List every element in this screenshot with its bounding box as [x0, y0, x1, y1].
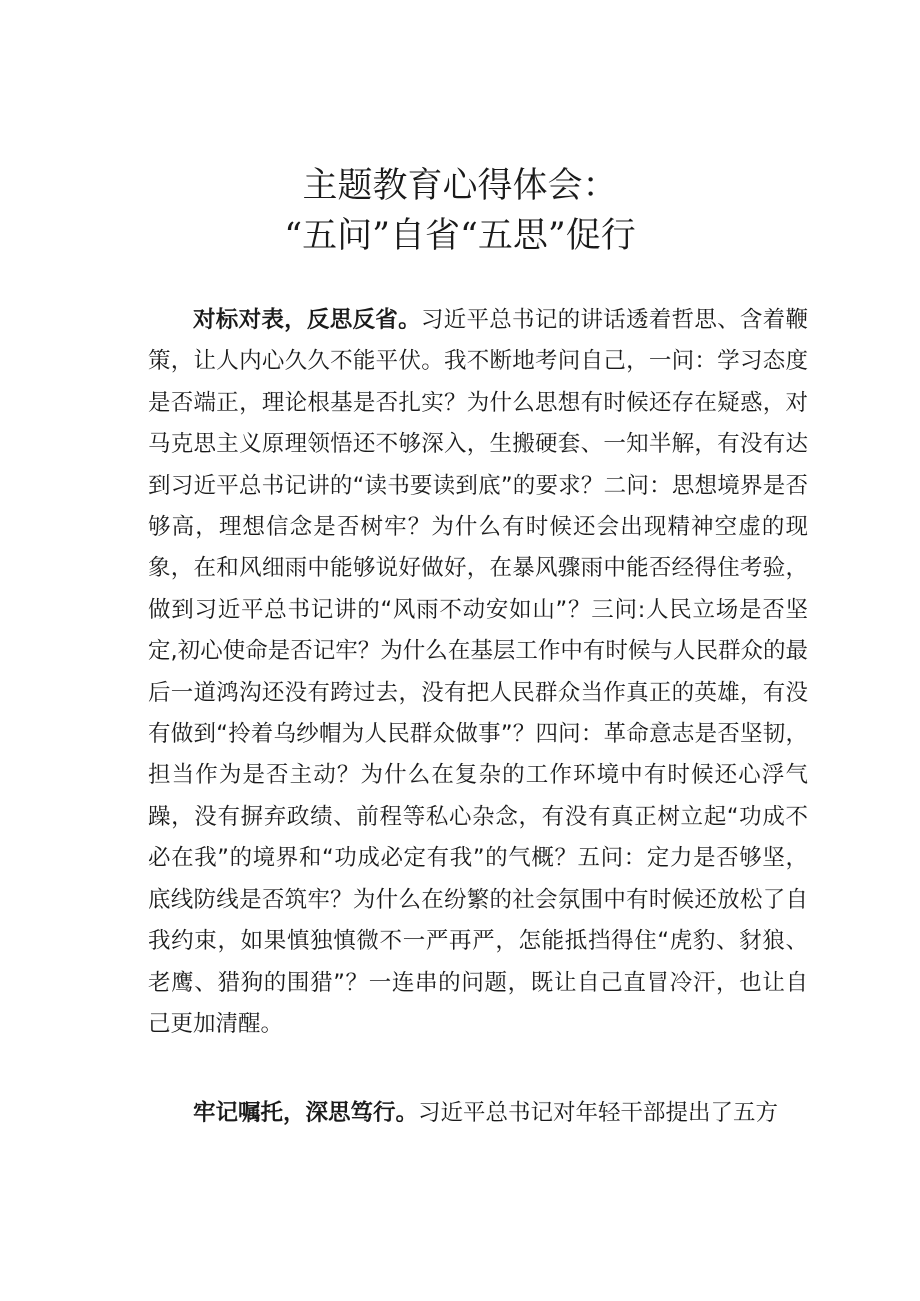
paragraph-1: [148, 300, 808, 1045]
paragraph-2-lead: 牢记嘱托，深思笃行。: [193, 1100, 419, 1126]
paragraph-2-text: 习近平总书记对年轻干部提出了五方: [418, 1100, 779, 1126]
paragraph-1-text: 习近平总书记的讲话透着哲思、含着鞭策，让人内心久久不能平伏。我不断地考问自己，一问：学习态度是否端正，理论根基是否扎实？为什么思想有时候还存在疑惑，对马克思主义原理领悟还不够深入，生搬硬套、一知半解，有没有达到习近平总书记讲的“读书要读到底”的要求？二问：思想境界是否够高，理想信念是否树牢？为什么有时候还会出现精神空虚的现象，在和风细雨中能够说好做好，在暴风骤雨中能否经得住考验，做到习近平总书记讲的“风雨不动安如山”？三问:人民立场是否坚定,初心使命是否记牢？为什么在基层工作中有时候与人民群众的最后一道鸿沟还没有跨过去，没有把人民群众当作真正的英雄，有没有做到“拎着乌纱帽为人民群众做事”？四问：革命意志是否坚韧，担当作为是否主动？为什么在复杂的工作环境中有时候还心浮气躁，没有摒弃政绩、前程等私心杂念，有没有真正树立起“功成不必在我”的境界和“功成必定有我”的气概？五问：定力是否够坚，底线防线是否筑牢？为什么在纷繁的社会氛围中有时候还放松了自我约束，如果慎独慎微不一严再严，怎能抵挡得住“虎豹、豺狼、老鹰、猎狗的围猎”？一连串的问题，既让自己直冒冷汗，也让自己更加清醒。: [148, 307, 808, 1037]
document-title-line-1: 主题教育心得体会：: [302, 166, 618, 206]
document-title-line-2: “五问”自省“五思”促行: [284, 216, 636, 256]
paragraph-1-lead: 对标对表，反思反省。: [193, 307, 421, 333]
paragraph-2: [148, 1093, 808, 1134]
